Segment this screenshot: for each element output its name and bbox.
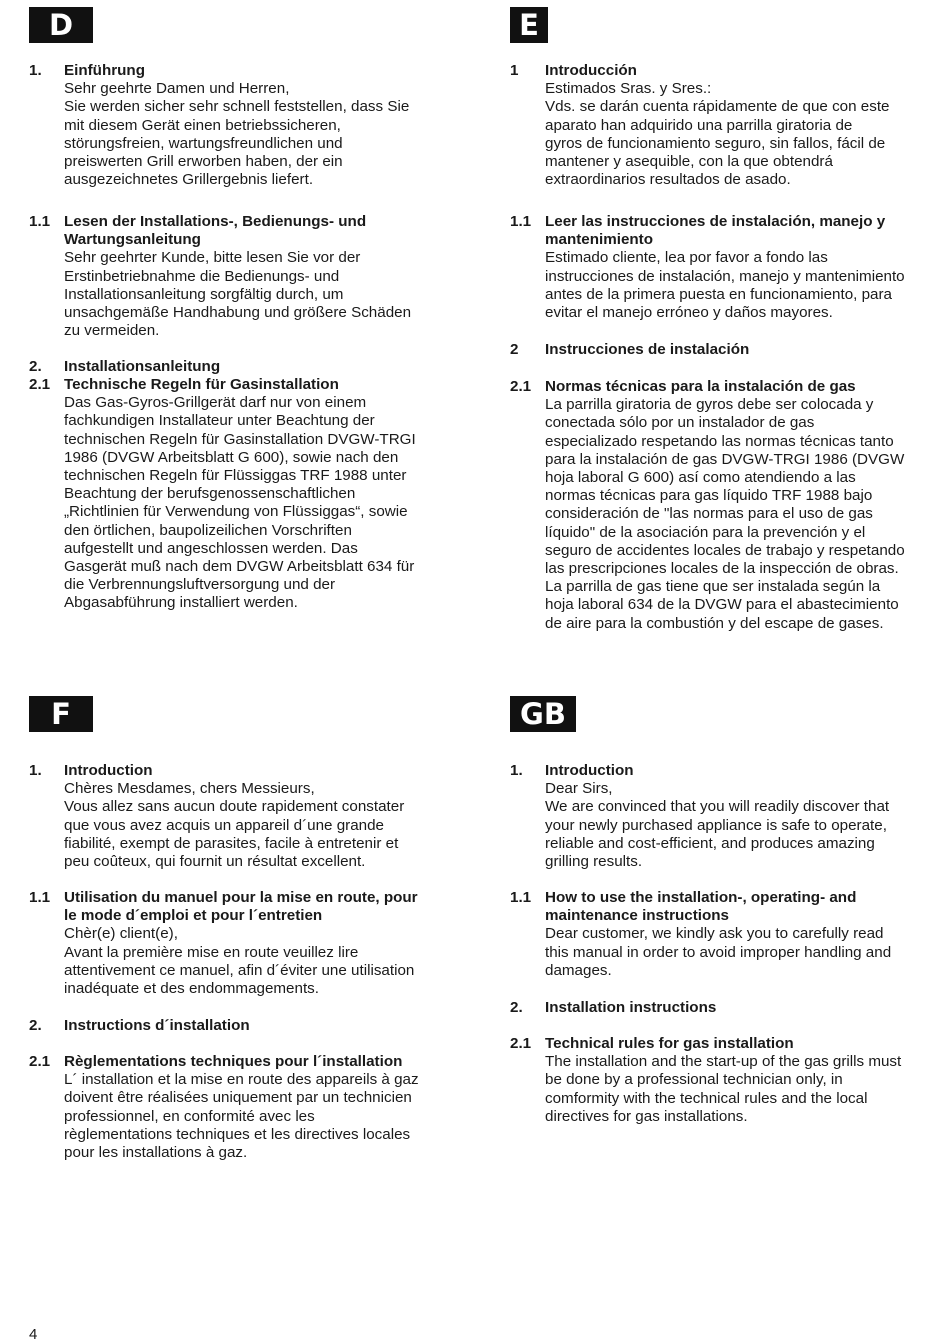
section-body [64,762,469,871]
body-text-line: La parrilla giratoria de gyros debe ser colocada y [545,396,874,414]
section [510,378,950,633]
body-text-line: this manual in order to avoid improper handling and [545,943,892,961]
body-text-line: störungsfreien, wartungsfreundlichen und [64,134,343,152]
section-number: 1. [510,762,523,779]
body-text-line: Sehr geehrte Damen und Herren, [64,80,290,98]
body-text-line: damages. [545,961,612,979]
section-body [64,376,469,613]
section-body [545,762,950,871]
body-text-line: Sehr geehrter Kunde, bitte lesen Sie vor der [64,249,361,267]
page-number: 4 [29,1326,38,1343]
body-text-line: Gasgerät muß nach dem DVGW Arbeitsblatt 634 für [64,558,415,576]
body-text-line: preiswerten Grill erworben haben, der ein [64,153,343,171]
section-body [545,999,950,1017]
language-badge: E [510,7,548,43]
section [510,999,950,1017]
section [29,213,469,340]
body-text-line: líquido" de la asociación para la prevención y el [545,523,866,541]
section-heading: Technische Regeln für Gasinstallation [64,376,339,393]
section-number: 2. [29,1017,42,1034]
language-badge: F [29,696,93,732]
section [510,762,950,871]
body-text-line: Chères Mesdames, chers Messieurs, [64,780,315,798]
section-number: 1.1 [29,213,51,230]
section-number: 2.1 [29,1053,51,1070]
section-number: 2.1 [510,1035,532,1052]
body-text-line: professionnel, en conformité avec les [64,1107,315,1125]
section [29,889,469,998]
body-text-line: Beachtung der berufsgenossenschaftlichen [64,485,356,503]
section-body [64,889,469,998]
section-number: 1.1 [510,213,532,230]
section-number: 2. [29,358,42,375]
section [29,376,469,613]
section [510,1035,950,1126]
section-heading: Introducción [545,62,637,79]
body-text-line: unsachgemäße Handhabung und größere Schäden [64,304,412,322]
body-text-line: Dear customer, we kindly ask you to carefully read [545,925,884,943]
body-text-line: hoja laboral 634 de la DVGW para el abastecimiento [545,596,899,614]
body-text-line: Chèr(e) client(e), [64,925,178,943]
section-number: 2.1 [29,376,51,393]
section-heading: maintenance instructions [545,907,729,925]
section [29,62,469,189]
body-text-line: Erstinbetriebnahme die Bedienungs- und [64,267,340,285]
body-text-line: Estimados Sras. y Sres.: [545,80,712,98]
body-text-line: que vous avez acquis un appareil d´une grande [64,816,385,834]
body-text-line: seguro de accidentes locales de trabajo y respetando [545,541,905,559]
body-text-line: „Richtlinien für Verwendung von Flüssiggas“, sowie [64,503,408,521]
body-text-line: ausgezeichnetes Grillergebnis liefert. [64,171,314,189]
body-text-line: conectada sólo por un instalador de gas [545,414,815,432]
body-text-line: comformity with the technical rules and the local [545,1089,868,1107]
body-text-line: grilling results. [545,853,643,871]
section-number: 1 [510,62,519,79]
section-heading: Technical rules for gas installation [545,1035,794,1052]
body-text-line: die Verbrennungsluftversorgung und der [64,576,336,594]
body-text-line: zu vermeiden. [64,322,160,340]
section-heading: Einführung [64,62,145,79]
body-text-line: para la instalación de gas DVGW-TRGI 1986 (DVGW [545,450,905,468]
body-text-line: aufgestellt und angeschlossen werden. Das [64,539,358,557]
body-text-line: 1986 (DVGW Arbeitsblatt G 600), sowie nach den [64,448,399,466]
body-text-line: mantener y asequible, con la que obtendrá [545,153,833,171]
body-text-line: We are convinced that you will readily discover that [545,798,890,816]
body-text-line: your newly purchased appliance is safe to operate, [545,816,887,834]
body-text-line: doivent être réalisées uniquement par un technicien [64,1089,412,1107]
body-text-line: attentivement ce manuel, afin d´éviter une utilisation [64,961,415,979]
section-heading: Introduction [64,762,153,779]
body-text-line: Vds. se darán cuenta rápidamente de que con este [545,98,890,116]
body-text-line: Sie werden sicher sehr schnell feststellen, dass Sie [64,98,410,116]
body-text-line: technischen Regeln für Flüssiggas TRF 1988 unter [64,467,407,485]
section-heading: Utilisation du manuel pour la mise en route, pour [64,889,418,906]
body-text-line: Installationsanleitung sorgfältig durch, um [64,285,344,303]
section [510,213,950,322]
language-badge: GB [510,696,576,732]
body-text-line: Vous allez sans aucun doute rapidement constater [64,798,405,816]
section-heading: Wartungsanleitung [64,231,201,249]
section-body [64,62,469,189]
section-number: 2.1 [510,378,532,395]
section [29,762,469,871]
section-heading: How to use the installation-, operating- and [545,889,857,906]
section [29,358,469,376]
section [510,341,950,359]
body-text-line: Abgasabführung installiert werden. [64,594,298,612]
section-number: 2. [510,999,523,1016]
section-body [64,213,469,340]
body-text-line: especializado respetando las normas técnicas tanto [545,432,894,450]
body-text-line: gyros de funcionamiento seguro, sin fallos, fácil de [545,134,886,152]
body-text-line: normas técnicas para gas líquido TRF 1988 bajo [545,487,873,505]
language-badge: D [29,7,93,43]
body-text-line: peu coûteux, qui fournit un résultat excellent. [64,853,366,871]
section-heading: Leer las instrucciones de instalación, manejo y [545,213,886,230]
body-text-line: evitar el manejo erróneo y daños mayores. [545,304,833,322]
body-text-line: den örtlichen, baupolizeilichen Vorschriften [64,521,352,539]
section-heading: le mode d´emploi et pour l´entretien [64,907,323,925]
body-text-line: de aire para la combustión y del escape de gases. [545,614,884,632]
body-text-line: technischen Regeln für Gasinstallation DVGW-TRGI [64,430,416,448]
section-body [545,62,950,189]
section-body [545,889,950,980]
body-text-line: directives for gas installations. [545,1107,748,1125]
section [29,1017,469,1035]
section-body [545,378,950,633]
section-body [64,358,469,376]
body-text-line: antes de la primera puesta en funcionamiento, para [545,285,892,303]
section-number: 1. [29,62,42,79]
body-text-line: reliable and cost-efficient, and produces amazing [545,834,875,852]
body-text-line: La parrilla de gas tiene que ser instalada según la [545,578,881,596]
body-text-line: be done by a professional technician only, in [545,1071,843,1089]
body-text-line: fiabilité, exempt de parasites, facile à entretenir et [64,834,399,852]
body-text-line: L´ installation et la mise en route des appareils à gaz [64,1071,419,1089]
section-heading: Installationsanleitung [64,358,221,375]
body-text-line: règlementations techniques et les directives locales [64,1125,411,1143]
section-body [545,213,950,322]
section-number: 2 [510,341,519,358]
body-text-line: Avant la première mise en route veuillez lire [64,943,359,961]
body-text-line: las prescripciones locales de la inspección de obras. [545,560,899,578]
body-text-line: inadéquate et des endommagements. [64,980,319,998]
section-number: 1.1 [510,889,532,906]
body-text-line: The installation and the start-up of the gas grills must [545,1053,902,1071]
body-text-line: consideración de "las normas para el uso de gas [545,505,873,523]
section-heading: Lesen der Installations-, Bedienungs- und [64,213,367,230]
section [510,62,950,189]
body-text-line: hoja laboral G 600) así como atendiendo a las [545,469,856,487]
body-text-line: Estimado cliente, lea por favor a fondo las [545,249,828,267]
body-text-line: Das Gas-Gyros-Grillgerät darf nur von einem [64,394,367,412]
section-heading: Règlementations techniques pour l´installation [64,1053,403,1070]
section-number: 1.1 [29,889,51,906]
section-number: 1. [29,762,42,779]
section-body [64,1053,469,1162]
body-text-line: aparato han adquirido una parrilla giratoria de [545,116,853,134]
body-text-line: mit diesem Gerät einen betriebssicheren, [64,116,341,134]
section [29,1053,469,1162]
body-text-line: instrucciones de instalación, manejo y mantenimiento [545,267,905,285]
section-body [64,1017,469,1035]
section-body [545,1035,950,1126]
body-text-line: Dear Sirs, [545,780,613,798]
body-text-line: pour les installations à gaz. [64,1144,248,1162]
section-heading: Instructions d´installation [64,1017,250,1034]
section-heading: mantenimiento [545,231,654,249]
section-heading: Introduction [545,762,634,779]
section [510,889,950,980]
section-heading: Normas técnicas para la instalación de gas [545,378,856,395]
section-heading: Installation instructions [545,999,717,1016]
section-body [545,341,950,359]
section-heading: Instrucciones de instalación [545,341,750,358]
body-text-line: fachkundigen Installateur unter Beachtung der [64,412,375,430]
body-text-line: extraordinarios resultados de asado. [545,171,791,189]
